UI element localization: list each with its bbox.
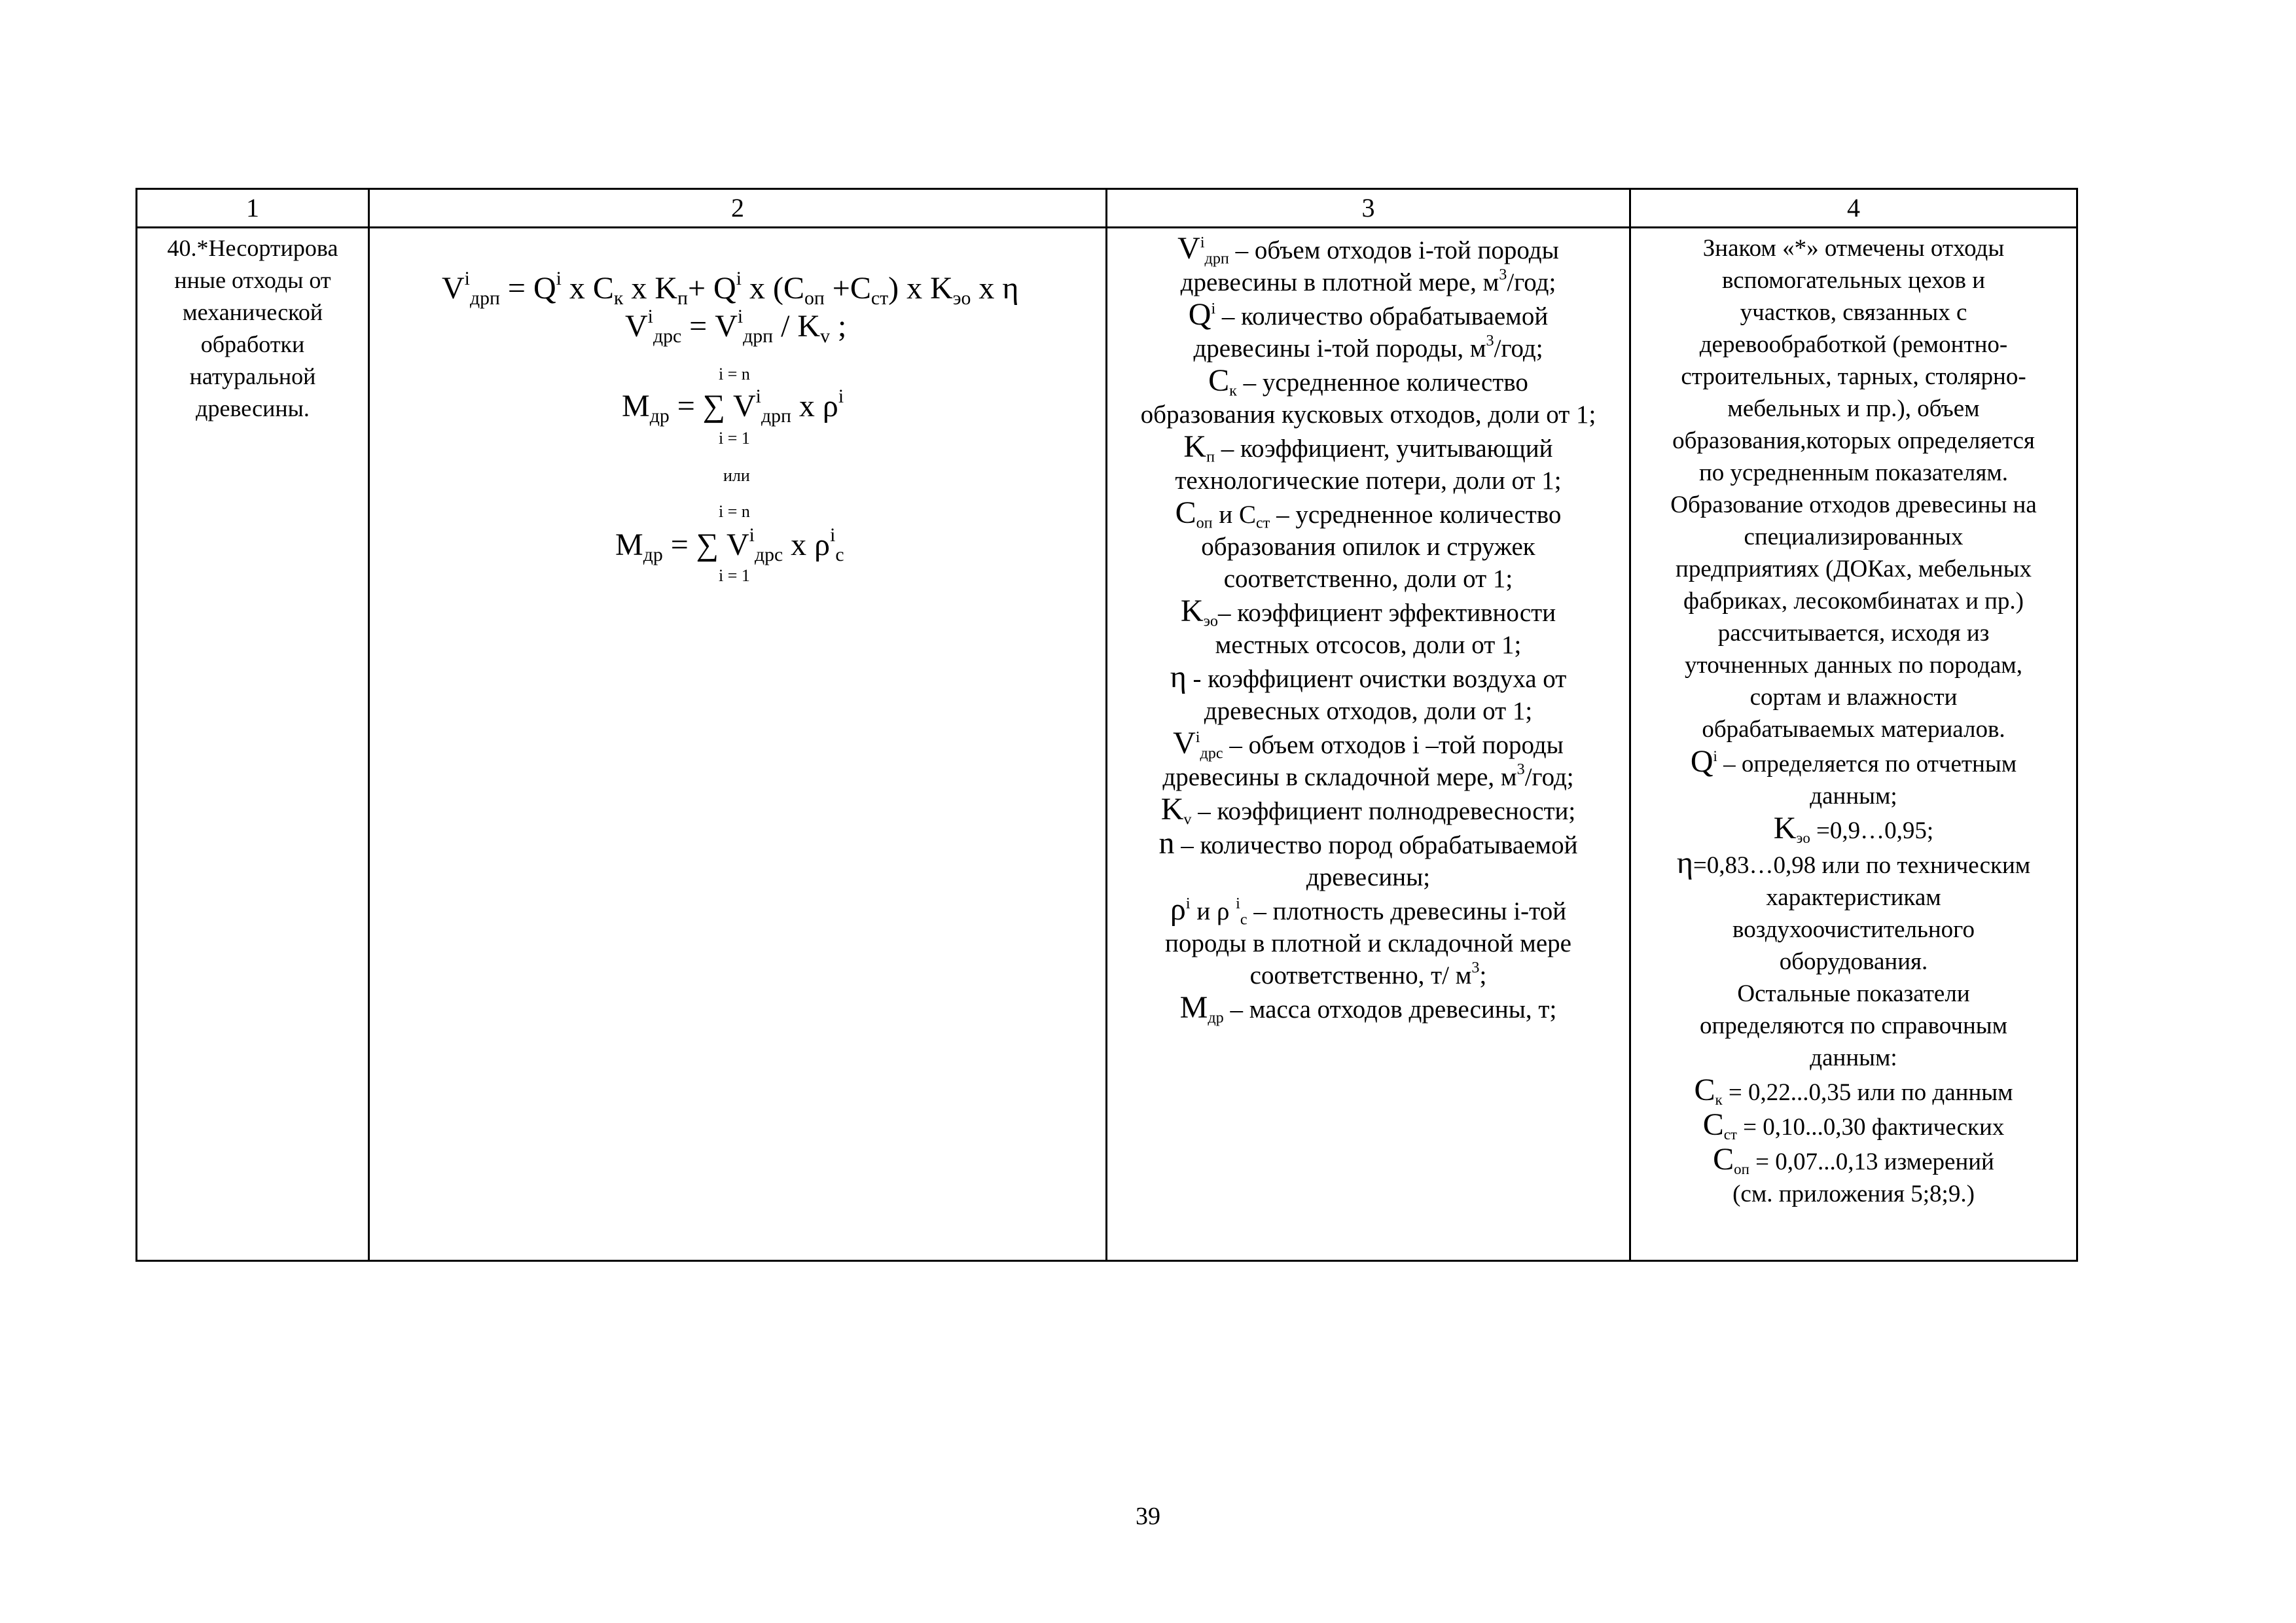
notes-line: $C_к = 0,22...0,35$ или по данным <box>1694 1073 2013 1108</box>
notes-line: вспомогательных цехов и <box>1721 267 1985 294</box>
notation-line: $Q^i$ – количество обрабатываемой <box>1188 297 1549 332</box>
notes-line: $K_{эо}$ =0,9…0,95; <box>1773 811 1934 846</box>
notation-line: древесины; <box>1306 863 1431 891</box>
waste-name-line: обработки <box>200 331 305 357</box>
formula-mass-dense: $M_{др}$ = ∑ $V^i_{дрп}$ x $\rho^i$ <box>622 385 844 427</box>
notation-line: древесины в плотной мере, $м^3$/год; <box>1180 266 1556 296</box>
notation-line: породы в плотной и складочной мере <box>1165 929 1571 957</box>
waste-name-line: нные отходы от <box>174 267 331 293</box>
notes-line: Остальные показатели <box>1737 980 1970 1007</box>
notation-line: местных отсосов, доли от 1; <box>1215 631 1522 659</box>
notation-line: $V^i_{дрп}$ – объем отходов i-той породы <box>1177 231 1559 268</box>
notes-line: данным: <box>1810 1044 1897 1071</box>
notes-line: $C_{ст} = 0,10...0,30$ фактических <box>1702 1107 2005 1143</box>
notation-line: $C_{оп}$ и $C_{ст}$ – усредненное количество <box>1175 495 1562 532</box>
notation-line: технологические потери, доли от 1; <box>1175 467 1562 495</box>
notation-line: η - коэффициент очистки воздуха от <box>1170 660 1567 694</box>
data-table <box>135 188 2078 1262</box>
notes-line: данным; <box>1810 783 1897 810</box>
waste-name-cell <box>137 228 369 1261</box>
notation-line: $C_к$ – усредненное количество <box>1208 363 1528 400</box>
formula-volume-stacked: $V^i_{дрс} = V^i_{дрп} / K_v$ ; <box>625 306 847 347</box>
notes-line: строительных, тарных, столярно- <box>1681 363 2026 390</box>
notes-line: η=0,83…0,98 или по техническим <box>1676 846 2031 880</box>
notes-line: (см. приложения 5;8;9.) <box>1732 1181 1975 1207</box>
notation-line: n – количество пород обрабатываемой <box>1158 826 1578 861</box>
notes-line: по усредненным показателям. <box>1698 459 2009 486</box>
notes-line: $C_{оп} = 0,07...0,13$ измерений <box>1713 1142 1994 1177</box>
notation-line: образования кусковых отходов, доли от 1; <box>1140 401 1596 429</box>
notes-line: предприятиях (ДОКах, мебельных <box>1676 556 2032 582</box>
notation-line: древесины в складочной мере, $м^3$/год; <box>1162 760 1574 791</box>
notation-line: $\rho^i$ и ρ $^i_c$ – плотность древесины i-той <box>1170 892 1567 929</box>
waste-name-line: древесины. <box>196 395 310 421</box>
notation-line: $M_{др}$ – масса отходов древесины, т; <box>1179 990 1557 1027</box>
notes-line: фабриках, лесокомбинатах и пр.) <box>1683 588 2024 615</box>
sum-lower-limit: i = 1 <box>719 566 750 585</box>
notes-line: образования,которых определяется <box>1672 427 2035 454</box>
header-col-2: 2 <box>369 189 1107 228</box>
notation-cell <box>1107 228 1630 1261</box>
notation-line: $K_п$ – коэффициент, учитывающий <box>1183 429 1553 466</box>
notation-line: соответственно, т/ $м^3$; <box>1249 959 1487 990</box>
notation-line: $K_v$ – коэффициент полнодревесности; <box>1160 792 1576 829</box>
waste-name-line: натуральной <box>189 363 316 389</box>
notes-line: уточненных данных по породам, <box>1685 652 2022 679</box>
header-col-3: 3 <box>1107 189 1630 228</box>
notation-line: древесины i-той породы, $м^3$/год; <box>1193 332 1543 363</box>
notes-line: воздухоочистительного <box>1732 916 1975 943</box>
waste-name-line: 40.*Несортирова <box>167 235 338 261</box>
sum-upper-limit: i = n <box>719 502 750 521</box>
notes-line: оборудования. <box>1779 948 1928 975</box>
formula-mass-stacked: $M_{др}$ = ∑ $V^i_{дрс}$ x $\rho^i_c$ <box>615 524 844 565</box>
notation-line: древесных отходов, доли от 1; <box>1204 697 1533 725</box>
formula-cell <box>369 228 1107 1261</box>
formula-volume-dense: $V^i_{дрп} = Q^i$ x $C_к$ x $K_п+ Q^i$ x $(C_{оп} +C_{ст})$ x $K_{эо}$ x η <box>442 268 1019 309</box>
notes-line: Образование отходов древесины на <box>1670 491 2037 518</box>
notes-line: Знаком «*» отмечены отходы <box>1702 235 2005 262</box>
header-col-4: 4 <box>1630 189 2077 228</box>
notation-line: образования опилок и стружек <box>1201 533 1535 561</box>
header-col-1: 1 <box>137 189 369 228</box>
or-text: или <box>723 466 750 485</box>
notes-line: определяются по справочным <box>1699 1012 2008 1039</box>
page-number: 39 <box>1136 1503 1160 1530</box>
notes-cell <box>1630 228 2077 1261</box>
notation-line: соответственно, доли от 1; <box>1223 565 1513 593</box>
notes-line: обрабатываемых материалов. <box>1702 716 2005 743</box>
notes-line: деревообработкой (ремонтно- <box>1699 331 2008 358</box>
sum-upper-limit: i = n <box>719 365 750 383</box>
notes-line: мебельных и пр.), объем <box>1727 395 1980 422</box>
notes-line: специализированных <box>1744 524 1964 550</box>
notes-line: $Q^i$ – определяется по отчетным <box>1690 744 2017 779</box>
notes-line: сортам и влажности <box>1749 684 1958 711</box>
table-row <box>137 228 2077 1261</box>
notation-line: $K_{эо}-$ коэффициент эффективности <box>1180 594 1556 630</box>
notes-line: участков, связанных с <box>1740 299 1967 326</box>
notes-line: рассчитывается, исходя из <box>1717 620 1990 647</box>
waste-name-line: механической <box>182 299 323 325</box>
header-row <box>137 189 2077 228</box>
notation-line: $V^i_{дрс}$ – объем отходов i –той породы <box>1173 726 1564 762</box>
notes-line: характеристикам <box>1766 884 1941 911</box>
sum-lower-limit: i = 1 <box>719 429 750 448</box>
